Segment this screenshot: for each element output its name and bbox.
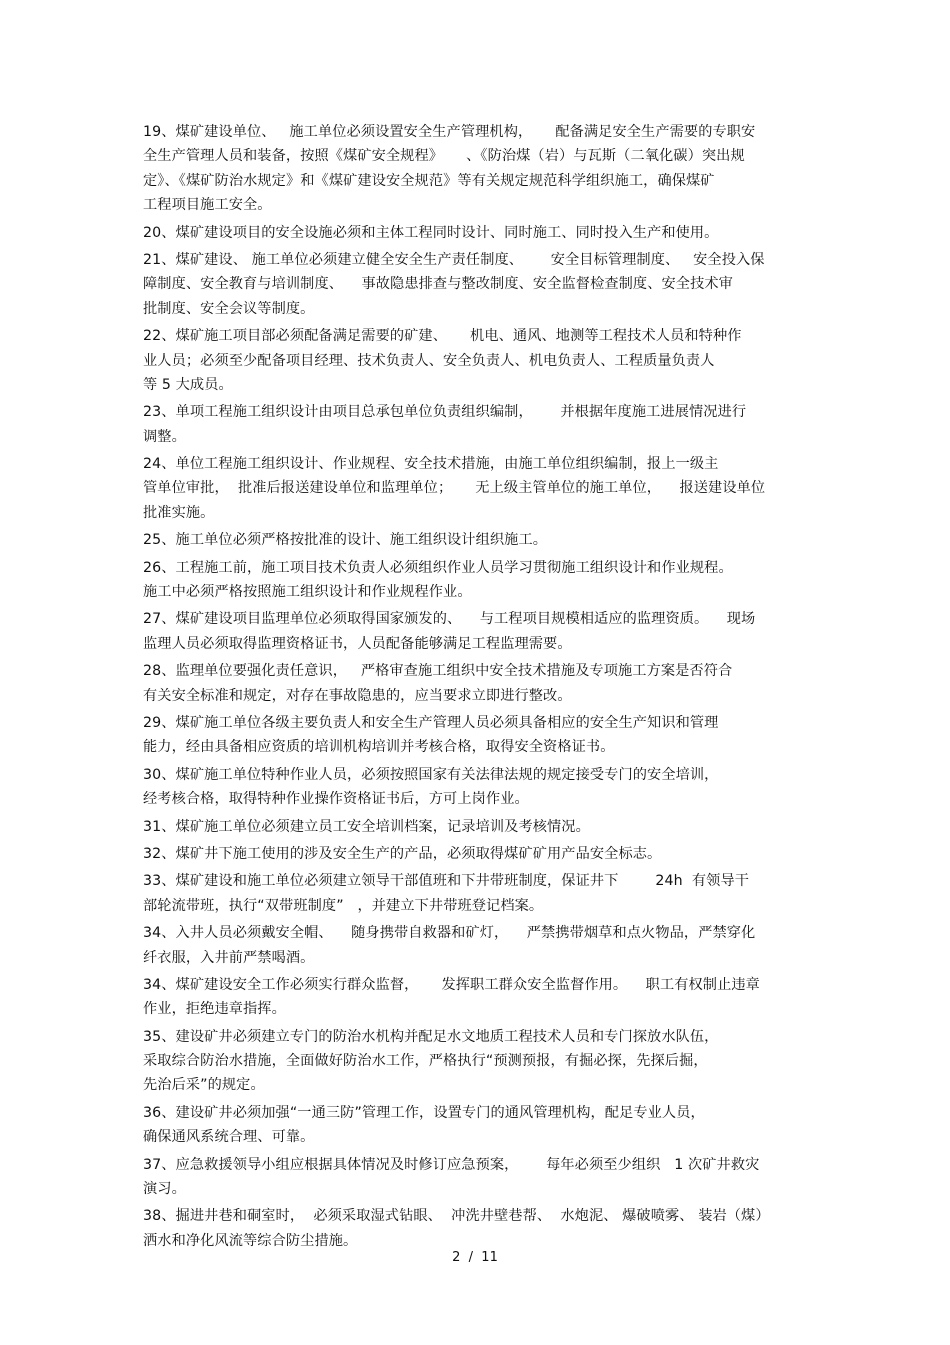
text-line: 31、煤矿施工单位必须建立员工安全培训档案，记录培训及考核情况。 [143,818,590,835]
text-line: 29、煤矿施工单位各级主要负责人和安全生产管理人员必须具备相应的安全生产知识和管理 [143,714,719,731]
paragraph [143,815,811,839]
paragraph [143,120,811,218]
paragraph [143,221,811,245]
paragraph [143,973,811,1022]
text-line: 批准实施。 [143,504,215,521]
text-line: 监理人员必须取得监理资格证书，人员配备能够满足工程监理需要。 [143,635,572,652]
text-line: 33、煤矿建设和施工单位必须建立领导干部值班和下井带班制度，保证井下 24h 有领导干 [143,873,750,890]
text-line: 22、煤矿施工项目部必须配备满足需要的矿建、 机电、通风、地测等工程技术人员和特种作 [143,328,742,345]
text-line: 35、建设矿井必须建立专门的防治水机构并配足水文地质工程技术人员和专门探放水队伍， [143,1028,719,1045]
text-line: 演习。 [143,1181,186,1198]
text-line: 工程项目施工安全。 [143,197,272,214]
text-line: 37、应急救援领导小组应根据具体情况及时修订应急预案， 每年必须至少组织 1 次矿井救灾 [143,1156,760,1173]
paragraph [143,556,811,605]
text-line: 业人员；必须至少配备项目经理、技术负责人、安全负责人、机电负责人、工程质量负责人 [143,352,715,369]
text-line: 28、监理单位要强化责任意识， 严格审查施工组织中安全技术措施及专项施工方案是否符合 [143,663,733,680]
paragraph [143,1153,811,1202]
text-line: 24、单位工程施工组织设计、作业规程、安全技术措施，由施工单位组织编制，报上一级主 [143,456,719,473]
paragraph [143,1204,811,1253]
page-number: 2 / 11 [452,1250,498,1265]
text-line: 调整。 [143,428,186,445]
paragraph [143,842,811,866]
text-line: 34、入井人员必须戴安全帽、 随身携带自救器和矿灯， 严禁携带烟草和点火物品，严禁穿化 [143,925,756,942]
text-line: 障制度、安全教育与培训制度、 事故隐患排查与整改制度、安全监督检查制度、安全技术审 [143,276,733,293]
paragraph [143,711,811,760]
text-line: 作业，拒绝违章指挥。 [143,1001,286,1018]
paragraph [143,869,811,918]
paragraph [143,452,811,525]
text-line: 确保通风系统合理、可靠。 [143,1129,315,1146]
text-line: 21、煤矿建设、 施工单位必须建立健全安全生产责任制度、 安全目标管理制度、 安全投入保 [143,251,765,268]
text-line: 36、建设矿井必须加强“一通三防”管理工作，设置专门的通风管理机构，配足专业人员， [143,1104,705,1121]
paragraph [143,921,811,970]
text-line: 38、掘进井巷和硐室时， 必须采取湿式钻眼、 冲洗井壁巷帮、 水炮泥、 爆破喷雾、 装岩（煤） [143,1208,770,1225]
text-line: 管单位审批， 批准后报送建设单位和监理单位； 无上级主管单位的施工单位， 报送建设单位 [143,480,766,497]
paragraph [143,248,811,321]
text-line: 等 5 大成员。 [143,376,233,393]
text-line: 32、煤矿井下施工使用的涉及安全生产的产品，必须取得煤矿矿用产品安全标志。 [143,845,662,862]
text-line: 能力，经由具备相应资质的培训机构培训并考核合格，取得安全资格证书。 [143,739,615,756]
paragraph [143,528,811,552]
text-line: 34、煤矿建设安全工作必须实行群众监督， 发挥职工群众安全监督作用。 职工有权制止违章 [143,976,760,993]
text-line: 经考核合格，取得特种作业操作资格证书后，方可上岗作业。 [143,791,529,808]
text-line: 部轮流带班，执行“双带班制度” ，并建立下井带班登记档案。 [143,897,544,914]
text-line: 施工中必须严格按照施工组织设计和作业规程作业。 [143,584,472,601]
text-line: 25、施工单位必须严格按批准的设计、施工组织设计组织施工。 [143,532,548,549]
text-line: 纤衣服，入井前严禁喝酒。 [143,949,315,966]
text-line: 26、工程施工前，施工项目技术负责人必须组织作业人员学习贯彻施工组织设计和作业规程。 [143,559,733,576]
text-line: 批制度、安全会议等制度。 [143,300,315,317]
text-line: 20、煤矿建设项目的安全设施必须和主体工程同时设计、同时施工、同时投入生产和使用。 [143,224,719,241]
text-line: 19、煤矿建设单位、 施工单位必须设置安全生产管理机构， 配备满足安全生产需要的专职安 [143,124,756,140]
text-line: 定》、《煤矿防治水规定》和《煤矿建设安全规范》等有关规定规范科学组织施工，确保煤矿 [143,172,715,189]
text-line: 先治后采”的规定。 [143,1077,265,1094]
text-line: 采取综合防治水措施，全面做好防治水工作，严格执行“预测预报，有掘必探，先探后掘， [143,1053,708,1070]
text-line: 27、煤矿建设项目监理单位必须取得国家颁发的、 与工程项目规模相适应的监理资质。 现场 [143,611,756,628]
text-line: 洒水和净化风流等综合防尘措施。 [143,1232,358,1249]
paragraph [143,659,811,708]
paragraph [143,400,811,449]
text-line: 23、单项工程施工组织设计由项目总承包单位负责组织编制， 并根据年度施工进展情况进行 [143,404,747,421]
text-line: 30、煤矿施工单位特种作业人员，必须按照国家有关法律法规的规定接受专门的安全培训， [143,766,719,783]
paragraph [143,1101,811,1150]
paragraph [143,324,811,397]
text-line: 有关安全标准和规定，对存在事故隐患的，应当要求立即进行整改。 [143,687,572,704]
text-line: 全生产管理人员和装备，按照《煤矿安全规程》 、《防治煤（岩）与瓦斯（二氧化碳）突出规 [143,148,745,165]
paragraph [143,1025,811,1098]
document-body [143,120,811,1256]
paragraph [143,607,811,656]
paragraph [143,763,811,812]
